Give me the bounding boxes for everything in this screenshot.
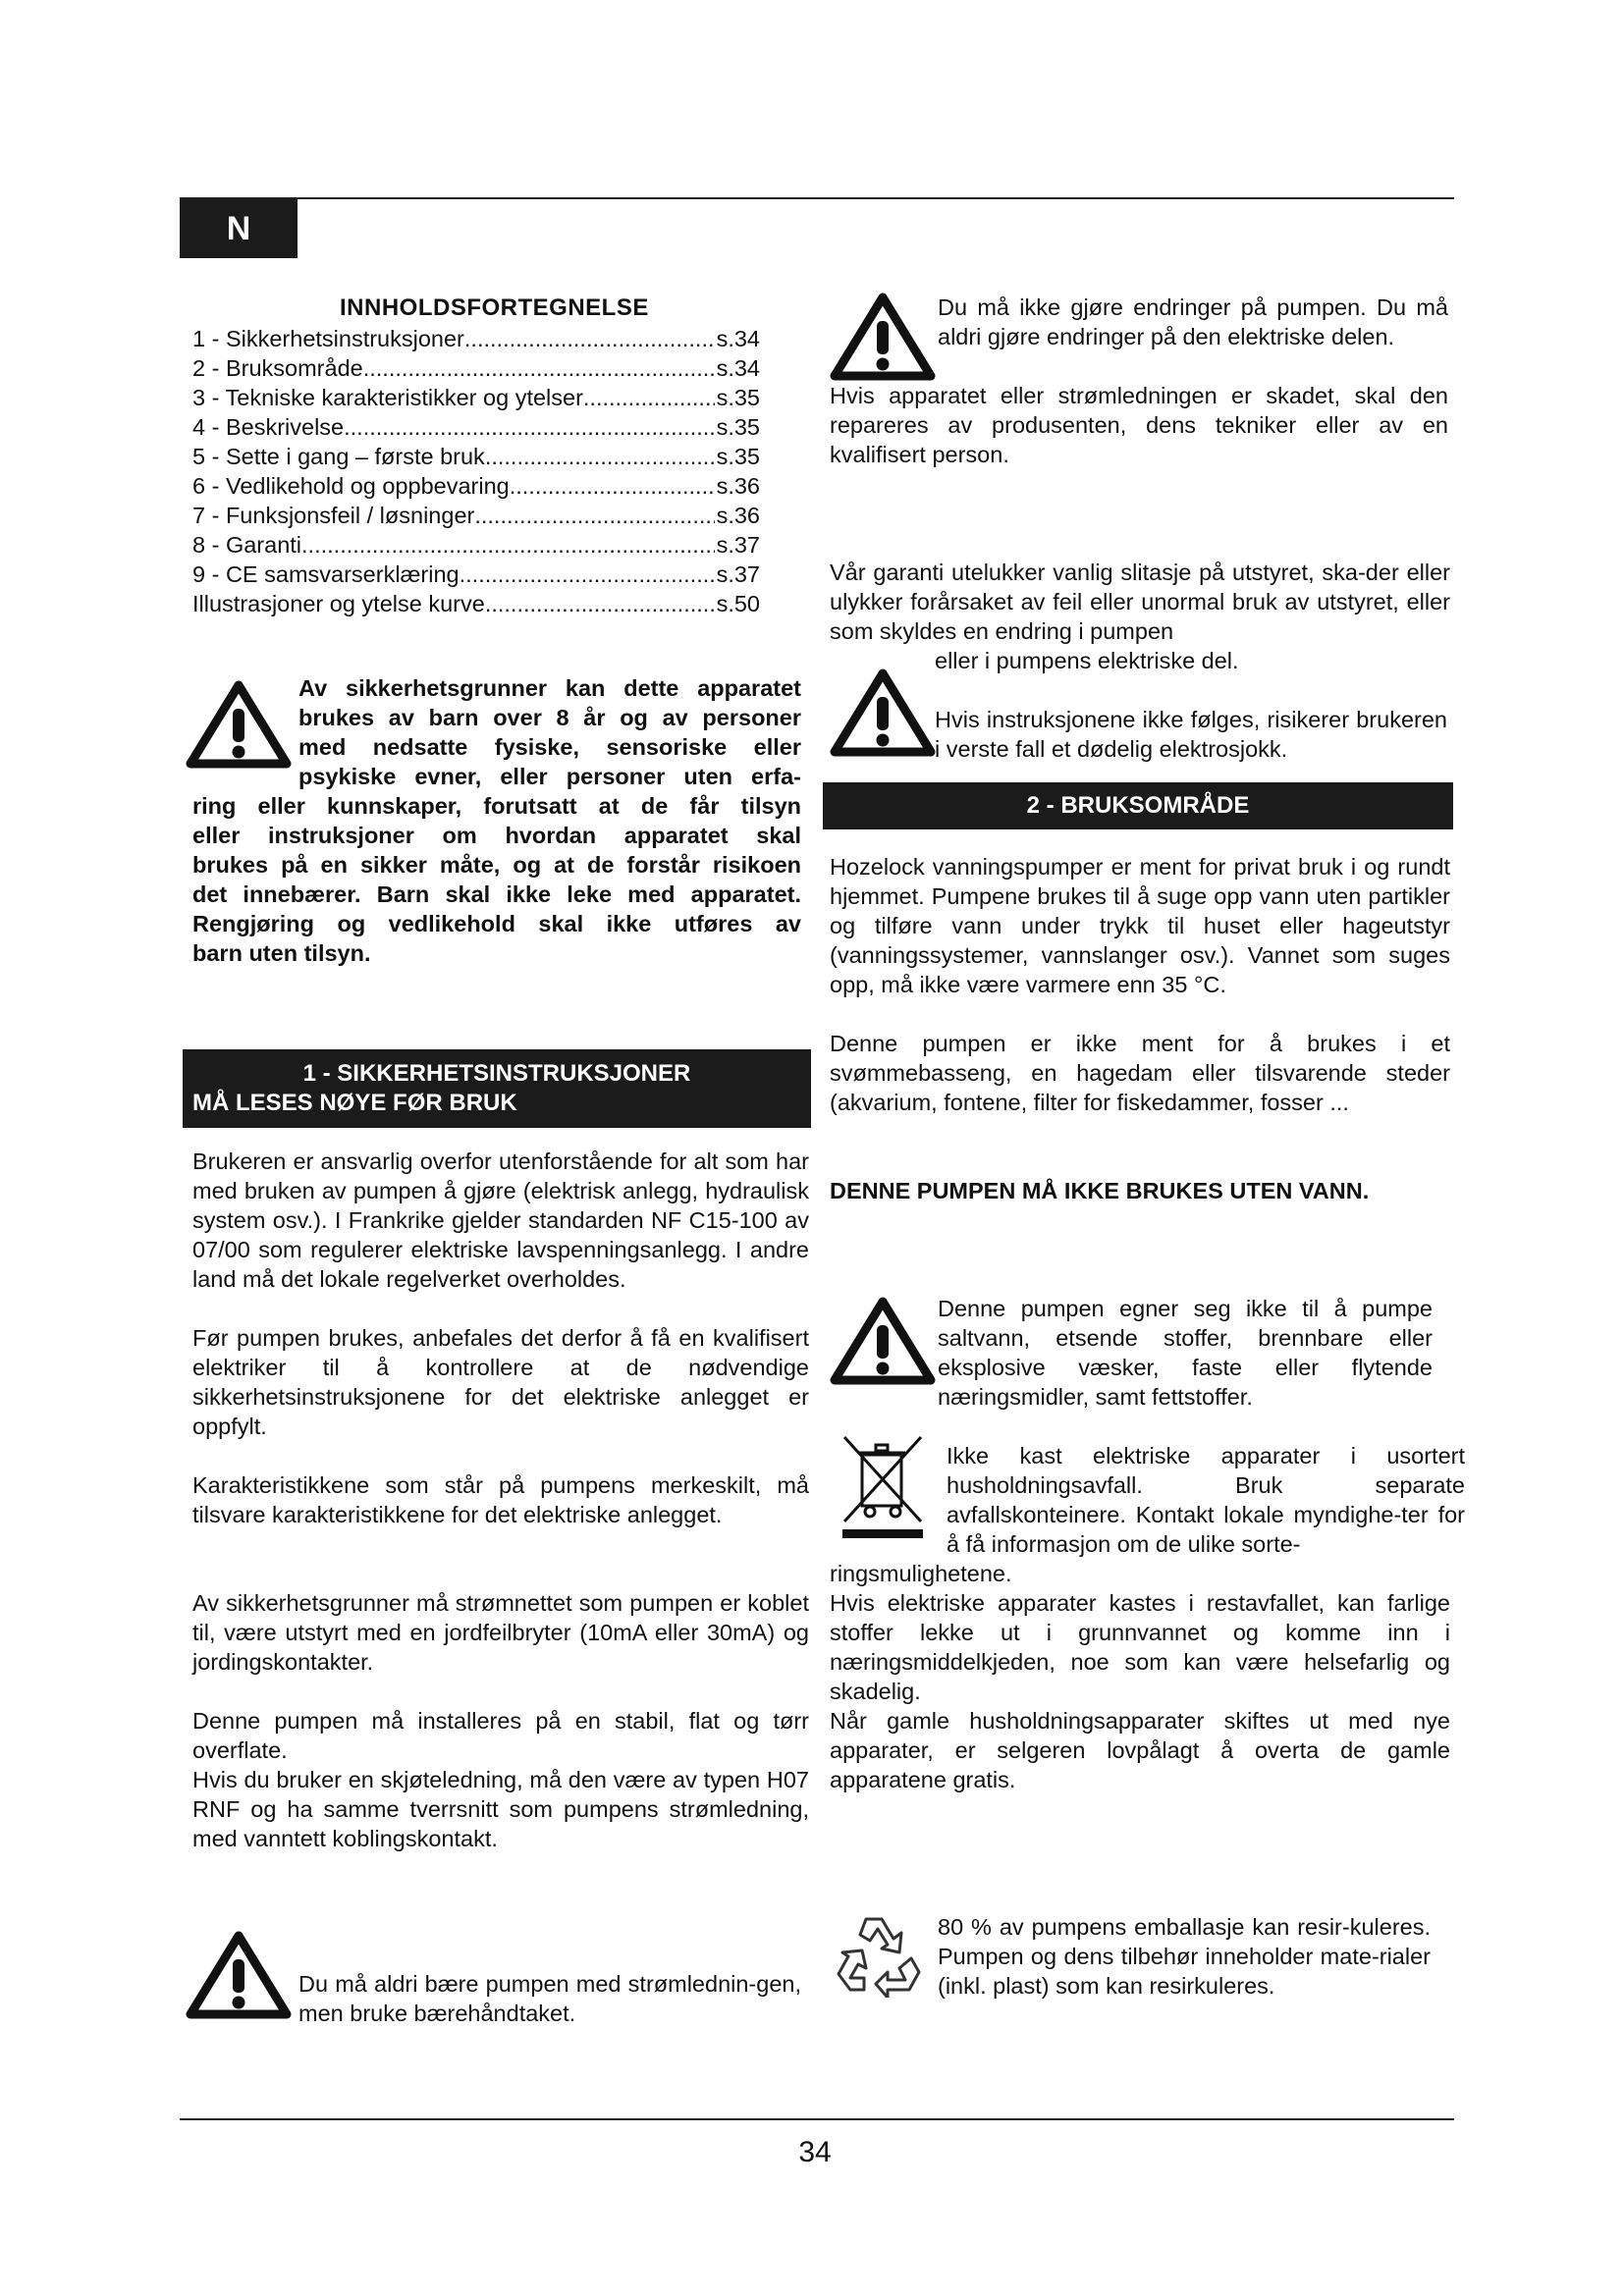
toc-item-label: 8 - Garanti (192, 532, 302, 558)
usage-paragraph-1: Hozelock vanningspumper er ment for privat bruk i og rundt hjemmet. Pumpene brukes til å suge opp vann uten partikler og tilføre vann under trykk til huset eller hageutstyr (vanningssystemer, vannslanger osv.). Vannet som suges opp, må ikke være varmere enn 35 °C. (830, 854, 1450, 997)
toc-item-page: s.50 (716, 591, 760, 616)
toc-leader-dots (363, 353, 715, 383)
toc-item-label: 4 - Beskrivelse (192, 414, 345, 440)
footer-rule (180, 2118, 1454, 2120)
usage-paragraph-2: Denne pumpen er ikke ment for å brukes i et svømmebasseng, en hagedam eller tilsvarende steder (akvarium, fontene, filter for fiskedammer, fosser ... (830, 1031, 1450, 1115)
carry-warning: Du må aldri bære pumpen med strømlednin-gen, men bruke bærehåndtaket. (298, 1971, 801, 2026)
toc-leader-dots (464, 324, 715, 353)
toc-item-page: s.37 (716, 561, 760, 587)
paragraph-electrician: Før pumpen brukes, anbefales det derfor å få en kvalifisert elektriker til å kontrollere at de nødvendige sikkerhetsinstruksjonene for det elektriske anlegget er oppfylt. (192, 1325, 809, 1439)
toc-leader-dots (583, 383, 715, 412)
liquids-warning: Denne pumpen egner seg ikke til å pumpe saltvann, etsende stoffer, brennbare eller eksplosive væsker, faste eller flytende næringsmidler, samt fettstoffer. (938, 1296, 1433, 1410)
warning-triangle-icon (829, 666, 937, 760)
warning-triangle-icon (829, 290, 937, 384)
toc-leader-dots (485, 442, 715, 471)
toc-item-page: s.36 (716, 473, 760, 499)
toc-item (192, 530, 760, 560)
toc-item (192, 383, 760, 412)
damaged-cable-text: Hvis apparatet eller strømledningen er skadet, skal den repareres av produsenten, dens tekniker eller av en kvalifisert person. (830, 383, 1448, 467)
page-number: 34 (798, 2136, 832, 2168)
weee-text: Ikke kast elektriske apparater i usortert husholdningsavfall. Bruk separate avfallskonteinere. Kontakt lokale myndighe-ter for å få informasjon om de ulike sorte- (947, 1443, 1465, 1557)
paragraph-responsibility: Brukeren er ansvarlig overfor utenforstående for alt som har med bruken av pumpen å gjøre (elektrisk anlegg, hydraulisk system osv.). I Frankrike gjelder standarden NF C15-100 av 07/00 som regulerer elektriske lavspenningsanlegg. I andre land må det lokale regelverket overholdes. (192, 1148, 809, 1292)
toc-item-label: 1 - Sikkerhetsinstruksjoner (192, 326, 464, 351)
section1-header: 1 - SIKKERHETSINSTRUKSJONER MÅ LESES NØYE FØR BRUK (183, 1049, 811, 1128)
recycle-icon (831, 1909, 929, 1998)
toc-leader-dots (344, 412, 714, 442)
warranty-text-tail: eller i pumpens elektriske del. (935, 648, 1239, 673)
toc-item (192, 353, 760, 383)
weee-paragraph-2: Hvis elektriske apparater kastes i restavfallet, kan farlige stoffer lekke ut i grunnvannet og komme inn i næringsmiddelkjeden, noe som kan være helsefarlig og skadelig. (830, 1590, 1450, 1704)
no-water-warning: DENNE PUMPEN MÅ IKKE BRUKES UTEN VANN. (830, 1178, 1370, 1203)
toc-item (192, 560, 760, 589)
weee-paragraph-3: Når gamle husholdningsapparater skiftes ut med nye apparater, er selgeren lovpålagt å overta de gamle apparatene gratis. (830, 1708, 1450, 1792)
recycle-text: 80 % av pumpens emballasje kan resir-kuleres. Pumpen og dens tilbehør inneholder mate-rialer (inkl. plast) som kan resirkuleres. (938, 1914, 1431, 1999)
instructions-warning: Hvis instruksjonene ikke følges, risikerer brukeren i verste fall et dødelig elektrosjokk. (935, 707, 1447, 762)
paragraph-extension-cord: Hvis du bruker en skjøteledning, må den være av typen H07 RNF og ha samme tverrsnitt som pumpens strømledning, med vanntett koblingskontakt. (192, 1767, 809, 1851)
toc-item-label: 9 - CE samsvarserklæring (192, 561, 460, 587)
toc-item (192, 442, 760, 471)
toc-title: INNHOLDSFORTEGNELSE (340, 294, 649, 321)
modify-warning: Du må ikke gjøre endringer på pumpen. Du må aldri gjøre endringer på den elektriske delen. (938, 294, 1448, 349)
toc-item-label: 2 - Bruksområde (192, 355, 363, 381)
paragraph-installation: Denne pumpen må installeres på en stabil, flat og tørr overflate. (192, 1708, 809, 1763)
toc-item-page: s.35 (716, 414, 760, 440)
toc-leader-dots (474, 501, 714, 530)
toc-item-label: 5 - Sette i gang – første bruk (192, 444, 485, 469)
toc-item-page: s.34 (716, 326, 760, 351)
paragraph-rating-plate: Karakteristikkene som står på pumpens merkeskilt, må tilsvare karakteristikkene for det elektriske anlegget. (192, 1472, 809, 1527)
toc-leader-dots (510, 471, 715, 501)
toc-item-page: s.37 (716, 532, 760, 558)
toc-item (192, 501, 760, 530)
toc-item-page: s.35 (716, 444, 760, 469)
child-warning: Av sikkerhetsgrunner kan dette apparatet brukes av barn over 8 år og av personer med nedsatte fysiske, sensoriske eller psykiske evner, eller personer uten erfa- ring eller kunnskaper, forutsatt at de får tilsyn eller instruksjoner om hvordan apparatet skal brukes på en sikker måte, og at de forstår risikoen det innebærer. Barn skal ikke leke med apparatet. Rengjøring og vedlikehold skal ikke utføres av barn uten tilsyn. (192, 675, 801, 966)
toc-item (192, 471, 760, 501)
toc-item-label: 6 - Vedlikehold og oppbevaring (192, 473, 510, 499)
toc-item-label: 3 - Tekniske karakteristikker og ytelser (192, 385, 583, 410)
toc-item-page: s.34 (716, 355, 760, 381)
toc-item (192, 412, 760, 442)
warning-triangle-icon (185, 1928, 293, 2022)
table-of-contents (192, 324, 760, 618)
toc-item (192, 324, 760, 353)
toc-leader-dots (460, 560, 715, 589)
section2-header: 2 - BRUKSOMRÅDE (823, 782, 1453, 829)
header-rule (180, 197, 1454, 199)
toc-item-label: Illustrasjoner og ytelse kurve (192, 591, 485, 616)
toc-item-page: s.35 (716, 385, 760, 410)
warranty-text: Vår garanti utelukker vanlig slitasje på utstyret, ska-der eller ulykker forårsaket av feil eller unormal bruk av utstyret, eller som skyldes en endring i pumpen (830, 560, 1450, 644)
toc-item (192, 589, 760, 618)
toc-item-label: 7 - Funksjonsfeil / løsninger (192, 503, 475, 528)
toc-leader-dots (485, 589, 715, 618)
language-tab: N (180, 199, 298, 258)
crossed-bin-icon (839, 1431, 927, 1539)
toc-item-page: s.36 (716, 503, 760, 528)
paragraph-rcd: Av sikkerhetsgrunner må strømnettet som pumpen er koblet til, være utstyrt med en jordfeilbryter (10mA eller 30mA) og jordingskontakter. (192, 1590, 809, 1675)
toc-leader-dots (301, 530, 715, 560)
weee-text-tail: ringsmulighetene. (830, 1561, 1012, 1586)
warning-triangle-icon (829, 1294, 937, 1388)
